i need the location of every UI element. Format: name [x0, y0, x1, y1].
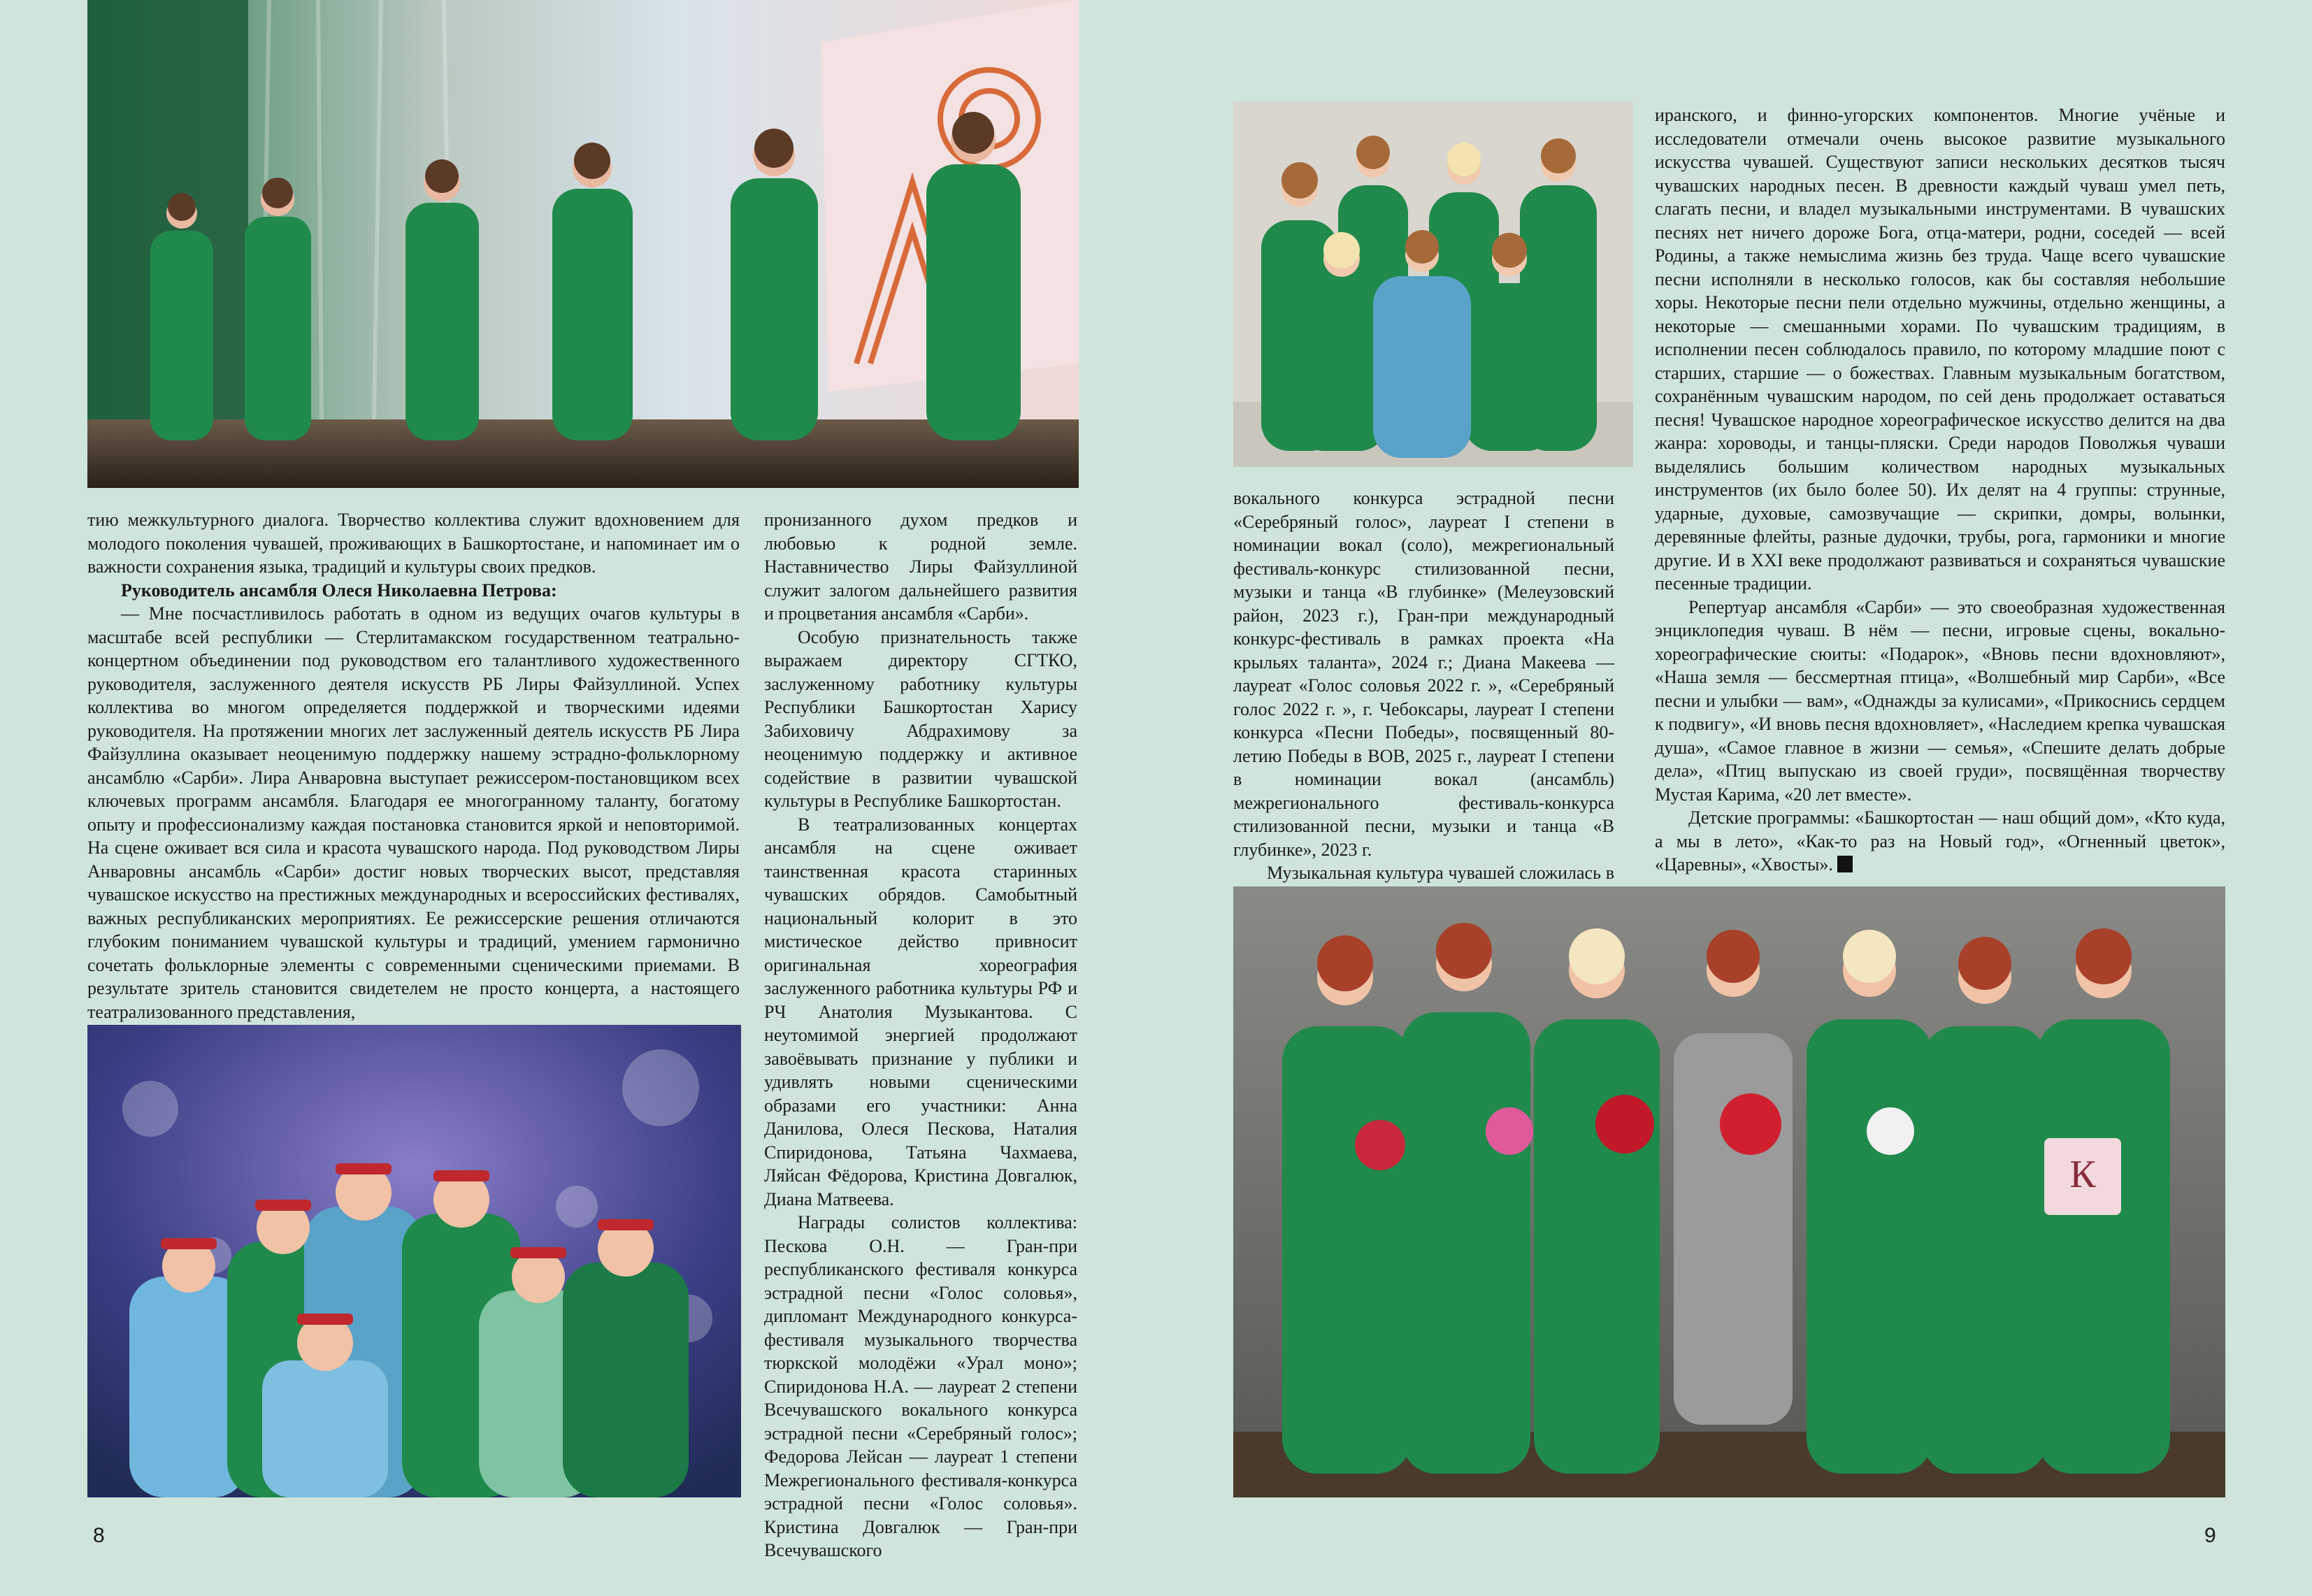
section-heading: Руководитель ансамбля Олеся Николаевна Петрова: — [121, 580, 557, 601]
page-number-right: 9 — [2204, 1524, 2216, 1547]
end-of-article-mark-icon — [1837, 856, 1853, 872]
award-box-letter: К — [2069, 1153, 2096, 1196]
right-page-column-2 — [1655, 103, 2225, 877]
paragraph: Музыкальная культура чувашей сложилась в — [1267, 863, 1614, 883]
page-number-left: 8 — [93, 1524, 105, 1547]
left-page-column-1 — [87, 508, 740, 1023]
paragraph: Награды солистов коллектива: Пескова О.Н. — Гран-при республиканского фестиваля конкурса эстрадной песни «Голос соловья», дипломант Международного конкурса-фестиваля музыкального творчества тюркской молодёжи «Урал моно»; Спиридонова Н.А. — лауреат 2 степени Всечувашского вокального конкурса эстрадной песни «Серебряный голос»; Федорова Лейсан — лауреат 1 степени Межрегионального фестиваля-конкурса эстрадной песни «Голос соловья». Кристина Довгалюк — Гран-при Всечувашского — [764, 1212, 1077, 1560]
right-page-column-1 — [1233, 487, 1614, 908]
paragraph: — Мне посчастливилось работать в одном из ведущих очагов культуры в масштабе всей республики — Стерлитамакском государственном театрально-концертном объединении под руководством его талантливого художественного руководителя, заслуженного деятеля искусств РБ Лиры Файзуллиной. Успех коллектива во многом определяется поддержкой и творческими идеями руководителя. На протяжении многих лет заслуженный деятель искусств РБ Лира Файзуллина оказывает неоценимую поддержку нашему эстрадно-фольклорному ансамблю «Сарби». Лира Анваровна выступает режиссером-постановщиком всех ключевых программ ансамбля. Благодаря ее многогранному таланту, богатому опыту и профессионализму каждая постановка становится яркой и неповторимой. На сцене оживает вся сила и красота чувашского народа. Под руководством Лиры Анваровны ансамбль «Сарби» достиг новых творческих высот, представляя чувашское искусство на престижных международных и всероссийских фестивалях, важных республиканских мероприятиях. Ее режиссерские решения отличаются глубоким пониманием чувашской культуры и традиций, умением гармонично сочетать фольклорные элементы с современными сценическими приемами. В результате зритель становится свидетелем не просто концерта, а настоящего театрализованного представления, — [87, 603, 740, 1022]
paragraph: В театрализованных концертах ансамбля на сцене оживает таинственная красота старинных чувашских обрядов. Самобытный национальный колорит в это мистическое действо привносит оригинальная хореография заслуженного работника культуры РФ и РЧ Анатолия Музыкантова. С неутомимой энергией продолжают завоёвывать признание у публики и удивлять новыми сценическими образами его участники: Анна Данилова, Олеся Пескова, Наталия Спиридонова, Татьяна Чахмаева, Ляйсан Фёдорова, Кристина Довгалюк, Диана Матвеева. — [764, 814, 1077, 1209]
paragraph: Особую признательность также выражаем директору СГТКО, заслуженному работнику культуры Республики Башкортостан Харису Забиховичу Абдрахимову за неоценимую поддержку и активное содействие в развитии чувашской культуры в Республике Башкортостан. — [764, 626, 1077, 811]
paragraph: вокального конкурса эстрадной песни «Серебряный голос», лауреат I степени в номинации вокал (соло), межрегиональный фестиваль-конкурс стилизованной песни, музыки и танца «В глубинке» (Мелеузовский район, 2023 г.), Гран-при международный конкурс-фестиваль в рамках проекта «На крыльях таланта», 2024 г.; Диана Макеева — лауреат «Голос соловья 2022 г. », «Серебряный голос 2022 г. », г. Чебоксары, лауреат I степени конкурса «Песни Победы», посвященный 80-летию Победы в ВОВ, 2025 г., лауреат I степени в номинации вокал (ансамбль) межрегионального фестиваль-конкурса стилизованной песни, музыки и танца «В глубинке», 2023 г. — [1233, 488, 1614, 860]
paragraph: иранского, и финно-угорских компонентов. Многие учёные и исследователи отмечали очень высокое развитие музыкального искусства чувашей. Существуют записи нескольких десятков тысяч чувашских народных песен. В древности каждый чуваш умел петь, слагать песни, и владел музыкальными инструментами. В чувашских песнях нет ничего дороже Бога, отца-матери, родни, соседей — всей Родины, а также немыслима жизнь без труда. Чаще всего чувашские песни исполняли в несколько голосов, как бы составляя небольшие хоры. Некоторые песни пели отдельно мужчины, отдельно женщины, а некоторые — смешанными хорами. По чувашским традициям, в исполнении песен соблюдалось правило, по которому младшие поют с старших, старшие — о божествах. Главным музыкальным богатством, сохранённым чувашским народом, по сей день продолжает оставаться песня! Чувашское народное хореографическое искусство делится на два жанра: хороводы, и танцы-пляски. Среди народов Поволжья чуваши выделялись большим количеством народных музыкальных инструментов (их было более 50). Их делят на 4 группы: струнные, ударные, духовые, самозвучащие — скрипки, домры, волынки, деревянные флейты, разные дудочки, трубы, рога, гармоники и многие другие. И в XXI веке продолжают развиваться и сохраняться чувашские песенные традиции. — [1655, 105, 2225, 594]
paragraph — [1655, 806, 2225, 877]
award-ceremony-group-photo — [1233, 886, 2225, 1497]
children-programs-text: Детские программы: «Башкортостан — наш общий дом», «Кто куда, а мы в лето», «Как-то раз на Новый год», «Огненный цветок», «Царевны», «Хвосты». — [1655, 807, 2225, 875]
paragraph: тию межкультурного диалога. Творчество коллектива служит вдохновением для молодого поколения чувашей, проживающих в Башкортостане, и напоминает им о важности сохранения языка, традиций и культуры своих предков. — [87, 510, 740, 577]
studio-group-portrait-photo — [1233, 101, 1633, 467]
folk-costume-group-photo — [87, 1025, 741, 1497]
paragraph: Репертуар ансамбля «Сарби» — это своеобразная художественная энциклопедия чуваш. В нём — песни, игровые сцены, вокально-хореографические сюиты: «Подарок», «Вновь песни вдохновляют», «Наша земля — бессмертная птица», «Волшебный мир Сарби», «Все песни и улыбки — вам», «Однажды за кулисами», «Прикоснись сердцем к подвигу», «И вновь песня вдохновляет», «Наследием крепка чувашская душа», «Самое главное в жизни — семья», «Спешите делать добрые дела», «Птиц выпускаю из своей груди», посвящённая творчеству Мустая Карима, «20 лет вместе». — [1655, 596, 2225, 805]
paragraph: пронизанного духом предков и любовью к родной земле. Наставничество Лиры Файзуллиной служит залогом дальнейшего развития и процветания ансамбля «Сарби». — [764, 510, 1077, 624]
left-page-column-2 — [764, 508, 1077, 1562]
stage-performance-photo — [87, 0, 1079, 488]
